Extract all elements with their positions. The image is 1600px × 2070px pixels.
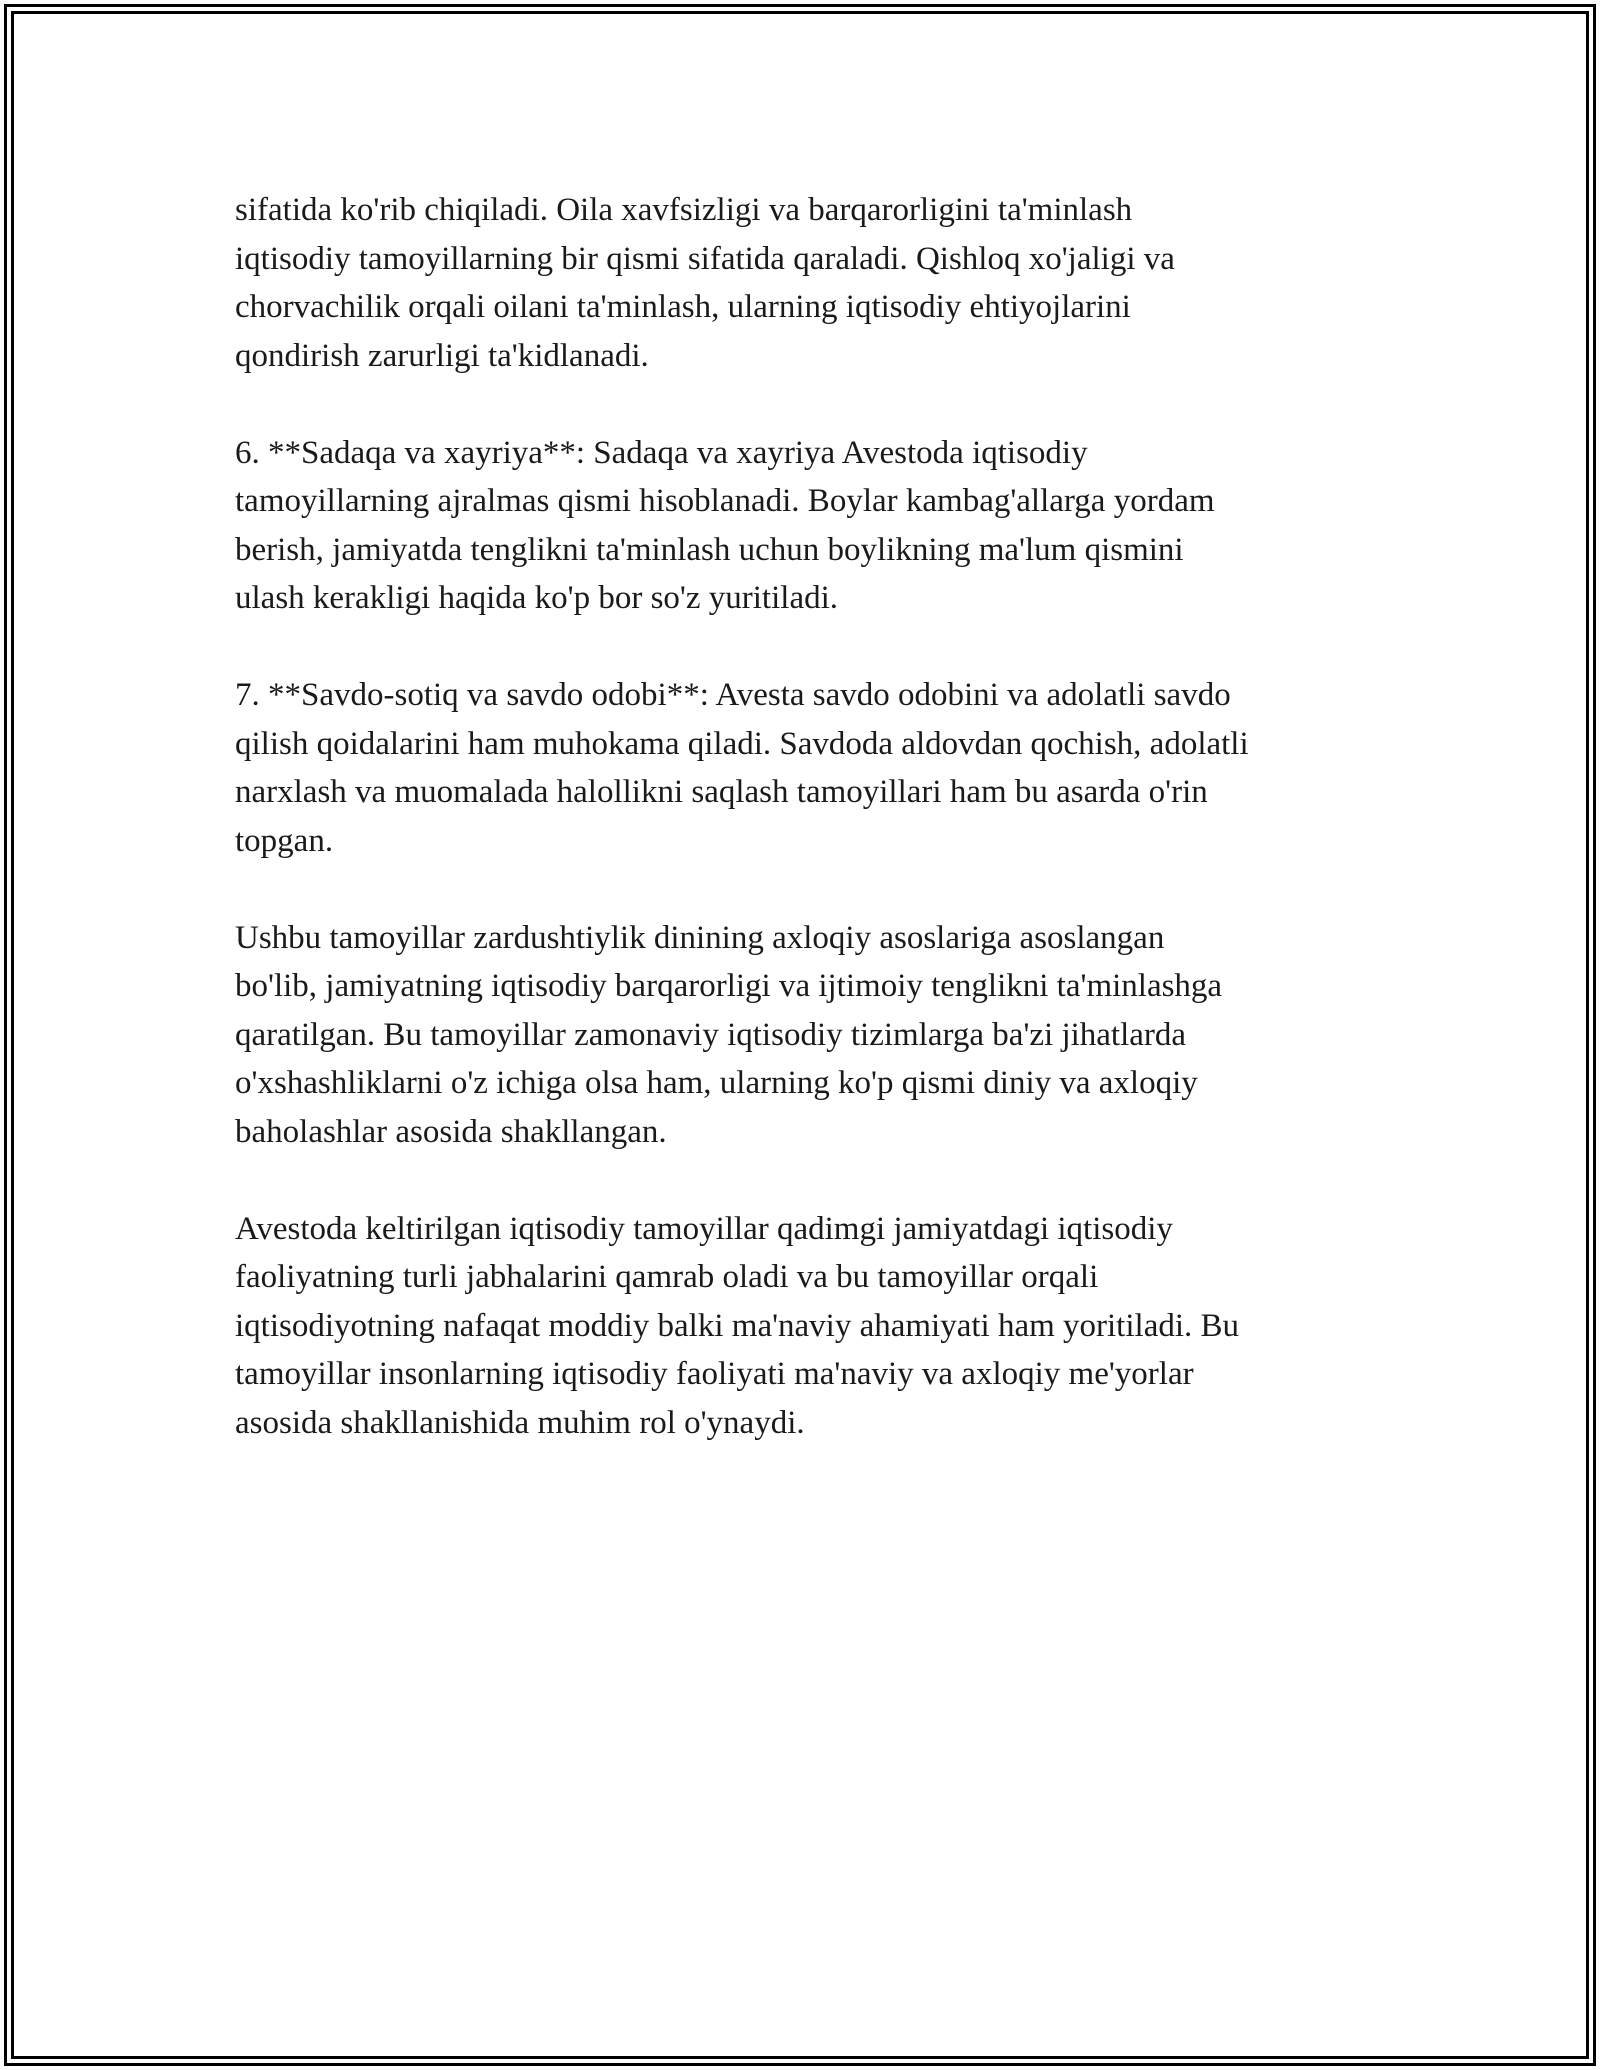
text-line: qondirish zarurligi ta'kidlanadi. [235, 337, 649, 374]
text-line: o'xshashliklarni o'z ichiga olsa ham, ularning ko'p qismi diniy va axloqiy [235, 1065, 1198, 1101]
text-line: sifatida ko'rib chiqiladi. Oila xavfsizligi va barqarorligini ta'minlash [235, 192, 1133, 228]
paragraph-trade [235, 671, 1365, 865]
text-line: Avestoda keltirilgan iqtisodiy tamoyillar qadimgi jamiyatdagi iqtisodiy [235, 1210, 1173, 1247]
text-line: tamoyillarning ajralmas qismi hisoblanadi. Boylar kambag'allarga yordam [235, 483, 1215, 519]
text-line: iqtisodiy tamoyillarning bir qismi sifatida qaraladi. Qishloq xo'jaligi va [235, 240, 1175, 277]
text-line: berish, jamiyatda tenglikni ta'minlash uchun boylikning ma'lum qismini [235, 531, 1184, 568]
text-line: asosida shakllanishida muhim rol o'ynaydi. [235, 1404, 805, 1441]
text-line: iqtisodiyotning nafaqat moddiy balki ma'naviy ahamiyati ham yoritiladi. Bu [235, 1307, 1240, 1344]
text-line: Ushbu tamoyillar zardushtiylik dinining axloqiy asoslariga asoslangan [235, 919, 1165, 956]
paragraph-summary [235, 914, 1365, 1157]
text-line: qilish qoidalarini ham muhokama qiladi. Savdoda aldovdan qochish, adolatli [235, 725, 1249, 762]
paragraph-charity [235, 429, 1365, 623]
text-line: bo'lib, jamiyatning iqtisodiy barqarorligi va ijtimoiy tenglikni ta'minlashga [235, 968, 1223, 1004]
paragraph-conclusion [235, 1205, 1365, 1448]
text-line: narxlash va muomalada halollikni saqlash tamoyillari ham bu asarda o'rin [235, 774, 1208, 810]
text-line: topgan. [235, 822, 334, 859]
text-line: baholashlar asosida shakllangan. [235, 1113, 667, 1150]
text-line: tamoyillar insonlarning iqtisodiy faoliyati ma'naviy va axloqiy me'yorlar [235, 1356, 1194, 1392]
paragraph-family-economy [235, 186, 1365, 380]
text-line: ulash kerakligi haqida ko'p bor so'z yuritiladi. [235, 580, 839, 616]
text-line: 6. **Sadaqa va xayriya**: Sadaqa va xayriya Avestoda iqtisodiy [235, 434, 1088, 471]
text-line: chorvachilik orqali oilani ta'minlash, ularning iqtisodiy ehtiyojlarini [235, 289, 1131, 325]
document-body [235, 186, 1365, 1496]
text-line: faoliyatning turli jabhalarini qamrab oladi va bu tamoyillar orqali [235, 1259, 1099, 1295]
text-line: qaratilgan. Bu tamoyillar zamonaviy iqtisodiy tizimlarga ba'zi jihatlarda [235, 1016, 1187, 1053]
text-line: 7. **Savdo-sotiq va savdo odobi**: Avesta savdo odobini va adolatli savdo [235, 677, 1231, 713]
